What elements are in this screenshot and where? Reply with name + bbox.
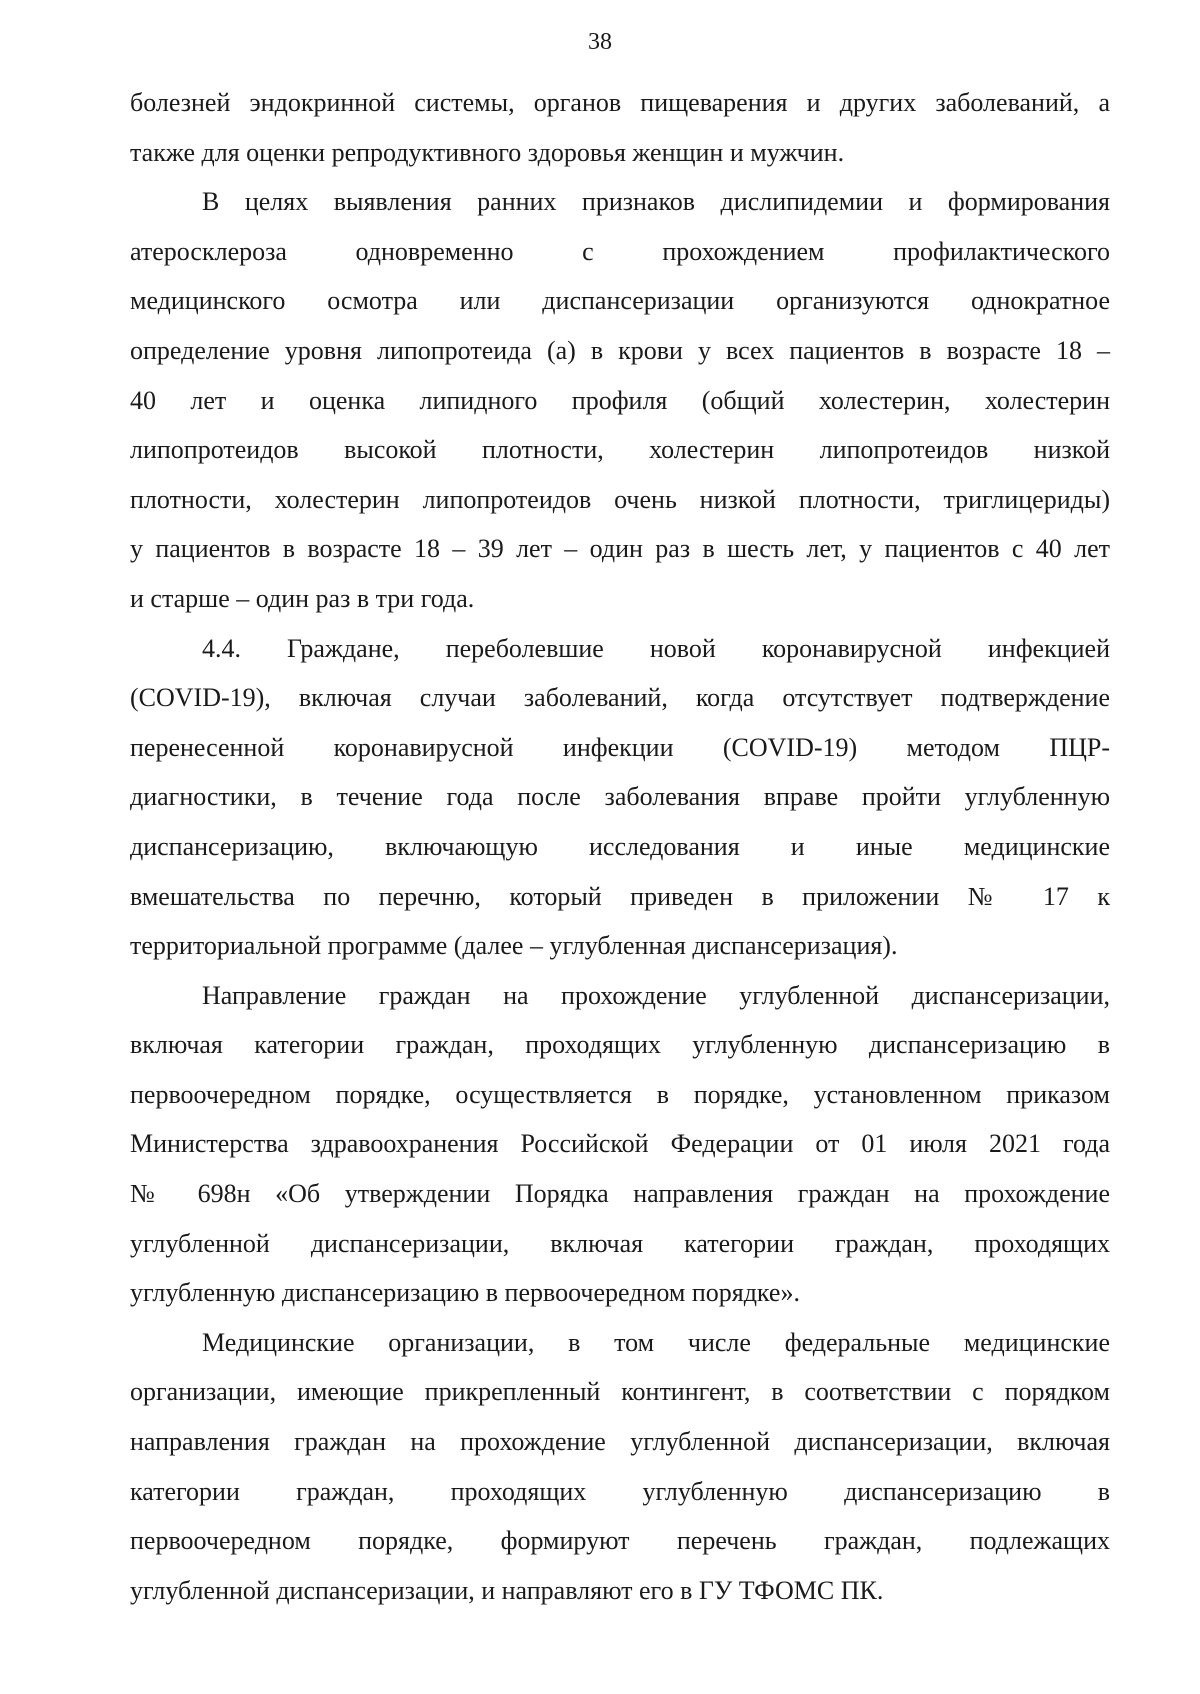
page-number: 38 (588, 29, 612, 55)
text-line: диспансеризацию, включающую исследования и иные медицинские (130, 831, 1110, 861)
text-line: (COVID-19), включая случаи заболеваний, когда отсутствует подтверждение (130, 683, 1110, 713)
text-line: территориальной программе (далее – углубленная диспансеризация). (130, 931, 898, 961)
text-line: 40 лет и оценка липидного профиля (общий холестерин, холестерин (130, 385, 1110, 415)
text-line: плотности, холестерин липопротеидов очень низкой плотности, триглицериды) (130, 484, 1110, 514)
text-line: организации, имеющие прикрепленный контингент, в соответствии с порядком (130, 1377, 1110, 1407)
text-line: у пациентов в возрасте 18 – 39 лет – один раз в шесть лет, у пациентов с 40 лет (130, 534, 1110, 564)
text-line: категории граждан, проходящих углубленную диспансеризацию в (130, 1476, 1110, 1506)
text-line: также для оценки репродуктивного здоровья женщин и мужчин. (130, 137, 845, 167)
text-line: медицинского осмотра или диспансеризации организуются однократное (130, 286, 1110, 316)
text-line: Направление граждан на прохождение углубленной диспансеризации, (202, 980, 1110, 1010)
text-line: липопротеидов высокой плотности, холестерин липопротеидов низкой (130, 435, 1110, 465)
text-line: определение уровня липопротеида (а) в крови у всех пациентов в возрасте 18 – (130, 335, 1110, 365)
text-line: углубленную диспансеризацию в первоочередном порядке». (130, 1278, 800, 1308)
text-line: В целях выявления ранних признаков дислипидемии и формирования (202, 187, 1110, 217)
text-line: перенесенной коронавирусной инфекции (COVID-19) методом ПЦР- (130, 732, 1110, 762)
text-line: Министерства здравоохранения Российской Федерации от 01 июля 2021 года (130, 1129, 1110, 1159)
text-line: 4.4. Граждане, переболевшие новой коронавирусной инфекцией (202, 633, 1110, 663)
text-line: диагностики, в течение года после заболевания вправе пройти углубленную (130, 782, 1110, 812)
text-line: атеросклероза одновременно с прохождением профилактического (130, 236, 1110, 266)
document-body (130, 78, 1110, 1615)
text-line: первоочередном порядке, формируют перечень граждан, подлежащих (130, 1526, 1110, 1556)
text-line: вмешательства по перечню, который приведен в приложении № 17 к (130, 881, 1110, 911)
text-line: углубленной диспансеризации, и направляют его в ГУ ТФОМС ПК. (130, 1575, 884, 1605)
text-line: Медицинские организации, в том числе федеральные медицинские (202, 1327, 1110, 1357)
text-line: № 698н «Об утверждении Порядка направления граждан на прохождение (130, 1179, 1110, 1209)
text-line: направления граждан на прохождение углубленной диспансеризации, включая (130, 1427, 1110, 1457)
text-line: и старше – один раз в три года. (130, 583, 475, 613)
text-line: углубленной диспансеризации, включая категории граждан, проходящих (130, 1228, 1110, 1258)
text-line: болезней эндокринной системы, органов пищеварения и других заболеваний, а (130, 88, 1110, 117)
text-line: включая категории граждан, проходящих углубленную диспансеризацию в (130, 1030, 1110, 1060)
text-line: первоочередном порядке, осуществляется в порядке, установленном приказом (130, 1079, 1110, 1109)
